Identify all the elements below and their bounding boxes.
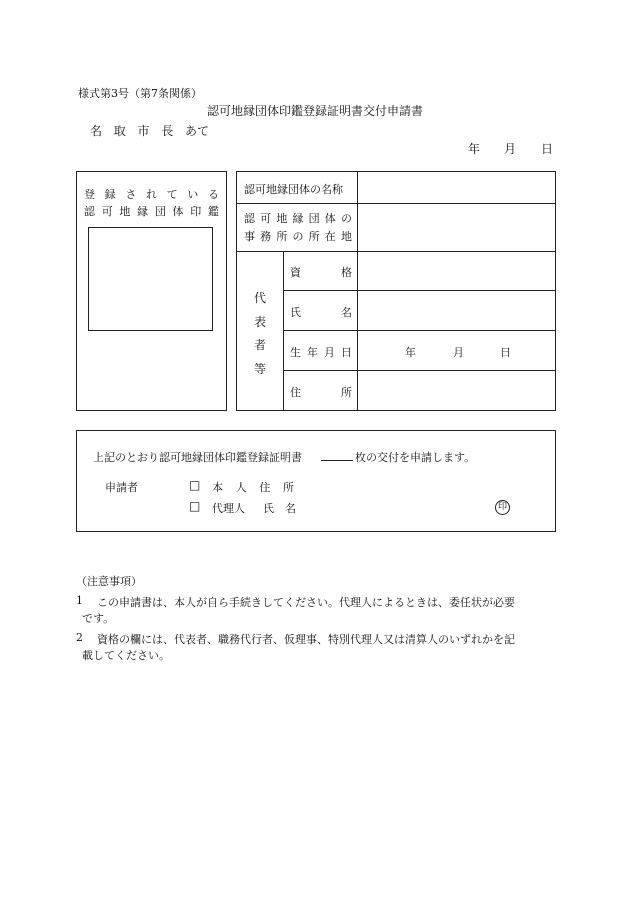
table-divider-rep <box>283 251 284 411</box>
address-field[interactable] <box>359 372 554 410</box>
seal-label-line1: 登 録 さ れ て い る <box>84 188 219 201</box>
addressee: 名 取 市 長 あて <box>90 124 209 138</box>
birth-year: 年 <box>405 346 416 359</box>
date-month: 月 <box>504 142 517 156</box>
address-label: 住 所 <box>290 386 352 399</box>
rep-label-char: 代 <box>254 291 267 305</box>
note-line: この申請書は、本人が自ら手続きしてください。代理人によるときは、委任状が必要 <box>97 596 515 609</box>
seal-mark-icon: 印 <box>495 500 510 515</box>
date-day: 日 <box>541 142 554 156</box>
page-title: 認可地縁団体印鑑登録証明書交付申請書 <box>207 104 424 118</box>
birth-month: 月 <box>453 346 464 359</box>
note-line: です。 <box>82 612 115 625</box>
table-divider-value <box>357 171 358 411</box>
name-field[interactable] <box>359 292 554 329</box>
table-row-line <box>283 290 556 291</box>
checkbox-self[interactable]: □ <box>189 478 201 492</box>
table-row-line <box>283 370 556 371</box>
seal-impression-area[interactable] <box>88 227 213 331</box>
application-box <box>76 430 556 532</box>
seal-label-line2: 認 可 地 縁 団 体 印 鑑 <box>84 205 219 218</box>
table-row-line <box>236 251 556 252</box>
office-label-line1: 認 可 地 縁 団 体 の <box>244 212 352 225</box>
office-label-line2: 事 務 所 の 所 在 地 <box>244 230 352 243</box>
applicant-label: 申請者 <box>105 481 138 494</box>
note-number: 2 <box>76 631 83 644</box>
qualification-label: 資 格 <box>290 266 352 279</box>
date-year: 年 <box>468 142 481 156</box>
option-agent-label: 氏 <box>263 502 274 515</box>
option-self-label: 本 人 住 所 <box>212 481 294 494</box>
name-label: 氏 名 <box>290 306 352 319</box>
birth-day: 日 <box>500 346 511 359</box>
org-name-field[interactable] <box>359 173 554 202</box>
office-address-field[interactable] <box>359 205 554 250</box>
rep-label-char: 表 <box>254 315 267 329</box>
note-line: 載してください。 <box>82 649 170 662</box>
checkbox-agent[interactable]: □ <box>189 499 201 513</box>
rep-label-char: 等 <box>254 362 267 376</box>
qualification-field[interactable] <box>359 253 554 289</box>
org-name-label: 認可地縁団体の名称 <box>244 183 343 196</box>
statement-before: 上記のとおり認可地縁団体印鑑登録証明書 <box>93 451 302 464</box>
option-agent-label: 代理人 <box>212 502 245 515</box>
form-number: 様式第3号（第7条関係） <box>78 87 202 100</box>
table-row-line <box>283 330 556 331</box>
note-line: 資格の欄には、代表者、職務代行者、仮理事、特別代理人又は清算人のいずれかを記 <box>97 633 515 646</box>
option-agent-label: 名 <box>285 502 296 515</box>
table-row-line <box>236 203 556 204</box>
note-number: 1 <box>76 594 83 607</box>
notes-heading: （注意事項） <box>76 575 142 588</box>
birthdate-label: 生 年 月 日 <box>290 346 352 359</box>
statement-after: 枚の交付を申請します。 <box>355 451 476 464</box>
rep-label-char: 者 <box>254 338 267 352</box>
copies-count-field[interactable] <box>321 460 353 461</box>
